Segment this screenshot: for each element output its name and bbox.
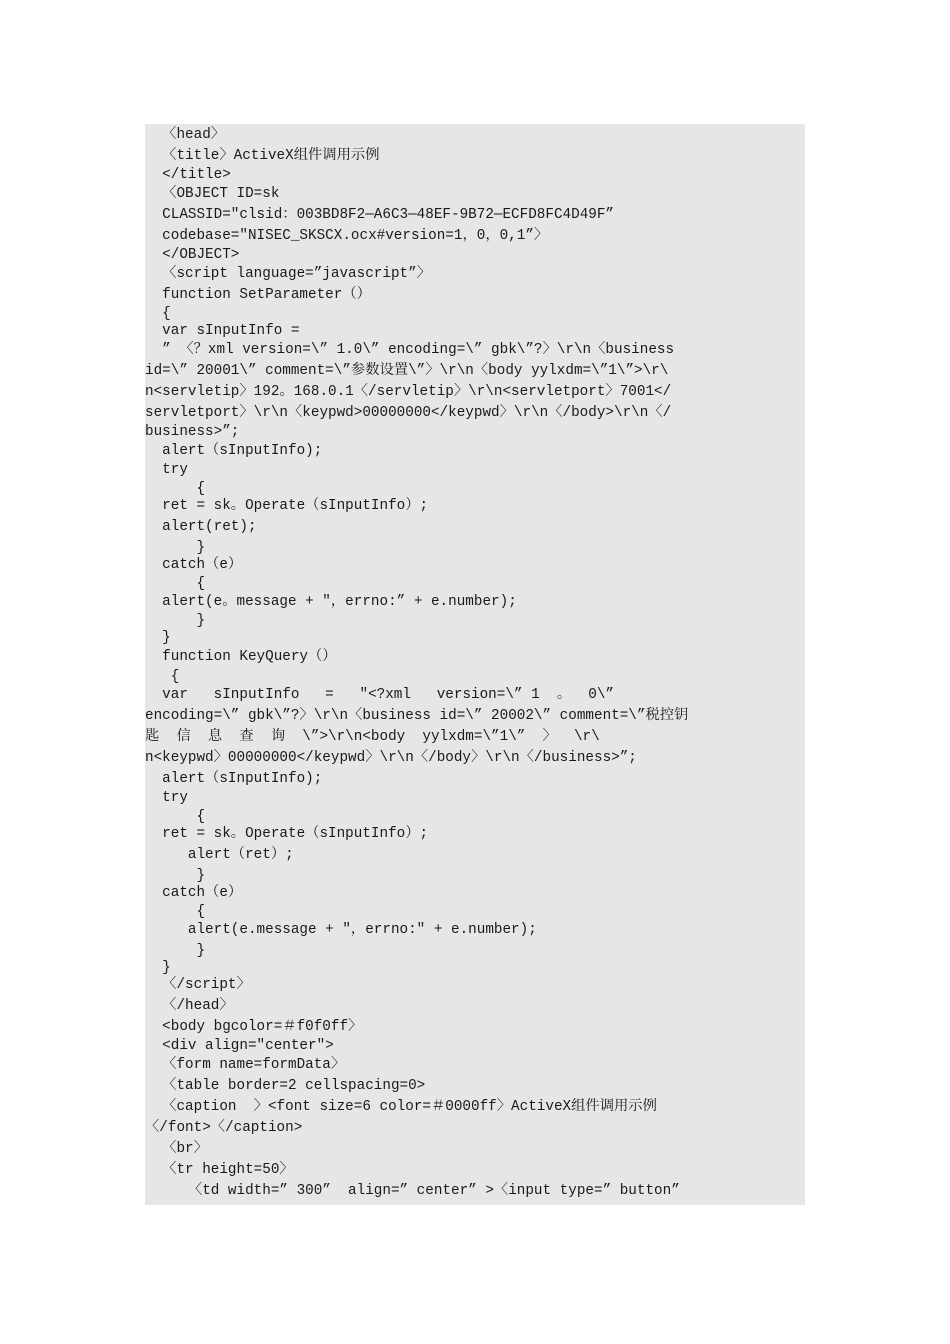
code-line: { (145, 481, 206, 497)
code-line: 匙 信 息 查 询 \”>\r\n<body yylxdm=\”1\” 〉 \r\ (145, 729, 600, 745)
code-line: 〈tr height=50〉 (145, 1162, 294, 1178)
code-line: 〈/head〉 (145, 998, 234, 1014)
code-line: { (145, 669, 180, 685)
code-line: 〈caption 〉<font size=6 color=＃0000ff〉ActiveX组件调用示例 (145, 1099, 657, 1115)
code-line: </title> (145, 167, 231, 183)
code-line: 〈table border=2 cellspacing=0> (145, 1078, 426, 1094)
code-line: } (145, 960, 171, 976)
code-line: alert（sInputInfo); (145, 443, 323, 459)
code-line: business>”; (145, 424, 240, 440)
code-line: try (145, 462, 188, 478)
code-line: 〈/font>〈/caption> (145, 1120, 303, 1136)
code-line: CLASSID="clsid：003BD8F2—A6C3—48EF-9B72—ECFD8FC4D49F” (145, 207, 615, 223)
code-line: 〈OBJECT ID=sk (145, 186, 280, 202)
code-line: catch（e） (145, 557, 243, 573)
code-line: 〈title〉ActiveX组件调用示例 (145, 148, 380, 164)
code-line: var sInputInfo = (145, 323, 300, 339)
code-line: alert（sInputInfo); (145, 771, 323, 787)
code-listing (145, 124, 805, 1205)
code-line: encoding=\” gbk\”?〉\r\n〈business id=\” 20002\” comment=\”税控钥 (145, 708, 689, 724)
code-line: 〈head〉 (145, 127, 226, 143)
code-line: function KeyQuery（） (145, 649, 337, 665)
code-line: } (145, 943, 206, 959)
code-line: { (145, 306, 171, 322)
code-line: alert（ret）; (145, 847, 294, 863)
code-line: ” 〈？xml version=\” 1.0\” encoding=\” gbk\”?〉\r\n〈business (145, 342, 675, 358)
code-line: ret = sk。Operate（sInputInfo）; (145, 826, 429, 842)
code-line: ret = sk。Operate（sInputInfo）; (145, 498, 429, 514)
code-line: 〈script language=”javascript”〉 (145, 266, 431, 282)
code-line: alert(e.message + "，errno:" + e.number); (145, 922, 537, 938)
code-line: } (145, 868, 206, 884)
code-line: function SetParameter（） (145, 287, 371, 303)
code-line: alert(ret); (145, 519, 257, 535)
code-line: } (145, 613, 206, 629)
code-line: id=\” 20001\” comment=\”参数设置\”〉\r\n〈body yylxdm=\”1\”>\r\ (145, 363, 669, 379)
code-line: { (145, 576, 206, 592)
code-line: 〈br〉 (145, 1141, 208, 1157)
code-line: } (145, 540, 206, 556)
code-line: } (145, 630, 171, 646)
code-line: { (145, 809, 206, 825)
code-line: n<servletip〉192。168.0.1〈/servletip〉\r\n<servletport〉7001</ (145, 384, 672, 400)
code-line: n<keypwd〉00000000</keypwd〉\r\n〈/body〉\r\n〈/business>”; (145, 750, 637, 766)
code-line: <div align="center"> (145, 1038, 334, 1054)
code-line: 〈form name=formData〉 (145, 1057, 346, 1073)
code-line: { (145, 904, 206, 920)
code-line: catch（e） (145, 885, 243, 901)
code-line: alert(e。message + "，errno:” + e.number); (145, 594, 517, 610)
code-line: 〈/script〉 (145, 977, 251, 993)
code-line: servletport〉\r\n〈keypwd>00000000</keypwd〉\r\n〈/body>\r\n〈/ (145, 405, 672, 421)
code-line: 〈td width=” 300” align=” center” >〈input type=” button” (145, 1183, 680, 1199)
code-line: <body bgcolor=＃f0f0ff〉 (145, 1019, 363, 1035)
code-line: try (145, 790, 188, 806)
code-line: </OBJECT> (145, 247, 240, 263)
code-line: var sInputInfo = "<?xml version=\” 1 。 0\” (145, 687, 615, 703)
code-line: codebase="NISEC_SKSCX.ocx#version=1，0，0,1”〉 (145, 228, 549, 244)
